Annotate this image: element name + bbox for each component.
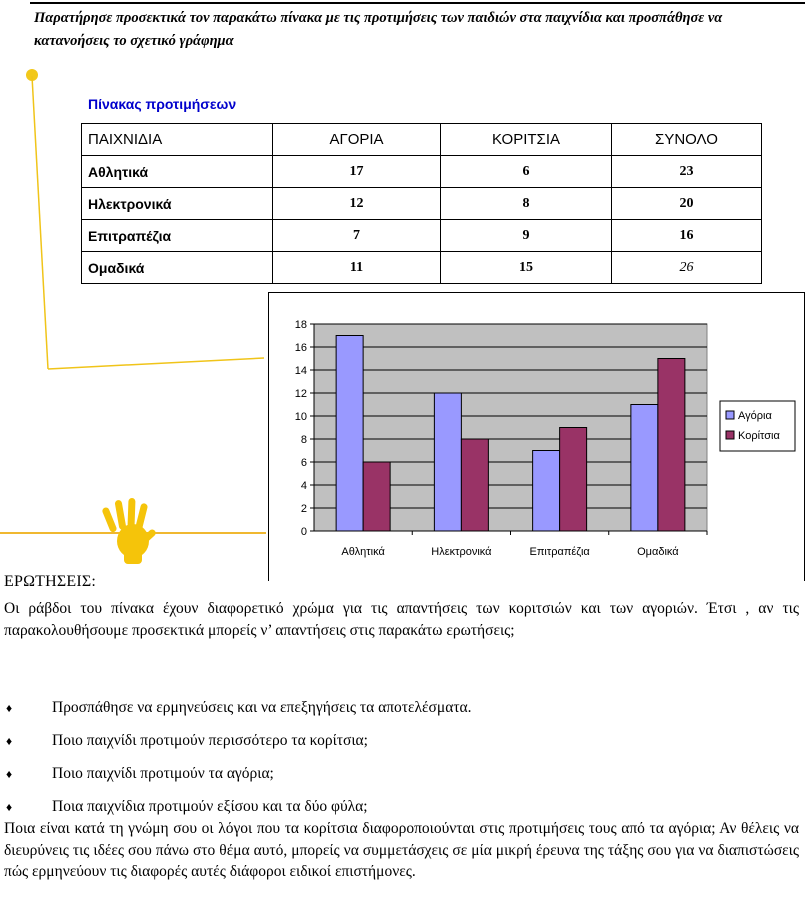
questions-heading: ΕΡΩΤΗΣΕΙΣ:	[4, 573, 97, 590]
intro-instructions: Παρατήρησε προσεκτικά τον παρακάτω πίνακα με τις προτιμήσεις των παιδιών στα παιχνίδια και προσπάθησε να κατανοήσεις το σχετικό γράφημα	[34, 10, 723, 49]
bar	[336, 336, 363, 532]
bar	[658, 359, 685, 532]
list-item	[4, 728, 799, 761]
diamond-bullet-icon: ♦	[6, 767, 13, 781]
question-text: Ποιο παιχνίδι προτιμούν περισσότερο τα κορίτσια;	[52, 732, 368, 749]
y-tick-label: 0	[300, 526, 307, 538]
cell-boys: 17	[273, 156, 441, 188]
row-label: Ομαδικά	[82, 252, 273, 284]
column-header: ΣΥΝΟΛΟ	[612, 124, 762, 156]
x-tick-label: Αθλητικά	[341, 546, 385, 558]
y-tick-label: 2	[300, 503, 307, 515]
bar	[461, 439, 488, 531]
column-header: ΑΓΟΡΙΑ	[273, 124, 441, 156]
row-label: Επιτραπέζια	[82, 220, 273, 252]
column-header: ΠΑΙΧΝΙΔΙΑ	[82, 124, 273, 156]
cell-boys: 11	[273, 252, 441, 284]
x-tick-label: Ομαδικά	[637, 546, 679, 558]
cell-girls: 9	[441, 220, 612, 252]
y-tick-label: 10	[294, 411, 307, 423]
bar	[363, 462, 390, 531]
bar	[560, 428, 587, 532]
bar-chart	[268, 292, 805, 581]
bar	[533, 451, 560, 532]
table-row	[82, 188, 762, 220]
y-tick-label: 16	[294, 342, 307, 354]
chart-canvas	[269, 293, 804, 581]
question-text: Ποιο παιχνίδι προτιμούν τα αγόρια;	[52, 765, 274, 782]
diamond-bullet-icon: ♦	[6, 734, 13, 748]
y-tick-label: 18	[294, 319, 307, 331]
cell-total: 16	[612, 220, 762, 252]
y-tick-label: 8	[300, 434, 307, 446]
y-tick-label: 4	[300, 480, 307, 492]
legend-box	[720, 401, 795, 451]
list-item	[4, 695, 799, 728]
y-tick-label: 14	[294, 365, 307, 377]
question-text: Ποια παιχνίδια προτιμούν εξίσου και τα δύο φύλα;	[52, 798, 368, 815]
questions-intro: Οι ράβδοι του πίνακα έχουν διαφορετικό χρώμα για τις απαντήσεις των κοριτσιών και των αγοριών. Έτσι , αν τις παρακολουθήσουμε προσεκτικά μπορείς ν’ απαντήσεις στις παρακάτω ερωτήσεις;	[4, 600, 799, 639]
cell-girls: 6	[441, 156, 612, 188]
hand-icon	[100, 497, 162, 565]
y-tick-label: 12	[294, 388, 307, 400]
cell-total: 26	[612, 252, 762, 284]
table-header-row	[82, 124, 762, 156]
cell-girls: 8	[441, 188, 612, 220]
cell-boys: 12	[273, 188, 441, 220]
x-tick-label: Επιτραπέζια	[529, 546, 590, 558]
row-label: Ηλεκτρονικά	[82, 188, 273, 220]
legend-swatch	[726, 431, 734, 439]
question-text: Προσπάθησε να ερμηνεύσεις και να επεξηγήσεις τα αποτελέσματα.	[52, 699, 472, 716]
diamond-bullet-icon: ♦	[6, 800, 13, 814]
bar	[434, 393, 461, 531]
cell-total: 20	[612, 188, 762, 220]
row-label: Αθλητικά	[82, 156, 273, 188]
table-caption: Πίνακας προτιμήσεων	[88, 96, 237, 112]
table-row	[82, 220, 762, 252]
cell-boys: 7	[273, 220, 441, 252]
x-tick-label: Ηλεκτρονικά	[431, 546, 492, 558]
diamond-bullet-icon: ♦	[6, 701, 13, 715]
legend-swatch	[726, 411, 734, 419]
table-row	[82, 252, 762, 284]
list-item	[4, 761, 799, 794]
legend-label: Αγόρια	[738, 410, 772, 422]
y-tick-label: 6	[300, 457, 307, 469]
cell-girls: 15	[441, 252, 612, 284]
column-header: ΚΟΡΙΤΣΙΑ	[441, 124, 612, 156]
table-row	[82, 156, 762, 188]
cell-total: 23	[612, 156, 762, 188]
bar	[631, 405, 658, 532]
questions-list	[4, 695, 799, 827]
preferences-table	[81, 123, 762, 284]
closing-paragraph: Ποια είναι κατά τη γνώμη σου οι λόγοι που τα κορίτσια διαφοροποιούνται στις προτιμήσεις τους από τα αγόρια; Αν θέλεις να διευρύνεις τις ιδέες σου πάνω στο θέμα αυτό, μπορείς να συμμετάσχεις σε μία μικρή έρευνα της τάξης σου για να διαπιστώσεις πώς ερμηνεύουν τις διαφορές αυτές διάφοροι ειδικοί επιστήμονες.	[4, 820, 799, 880]
legend-label: Κορίτσια	[738, 430, 780, 442]
